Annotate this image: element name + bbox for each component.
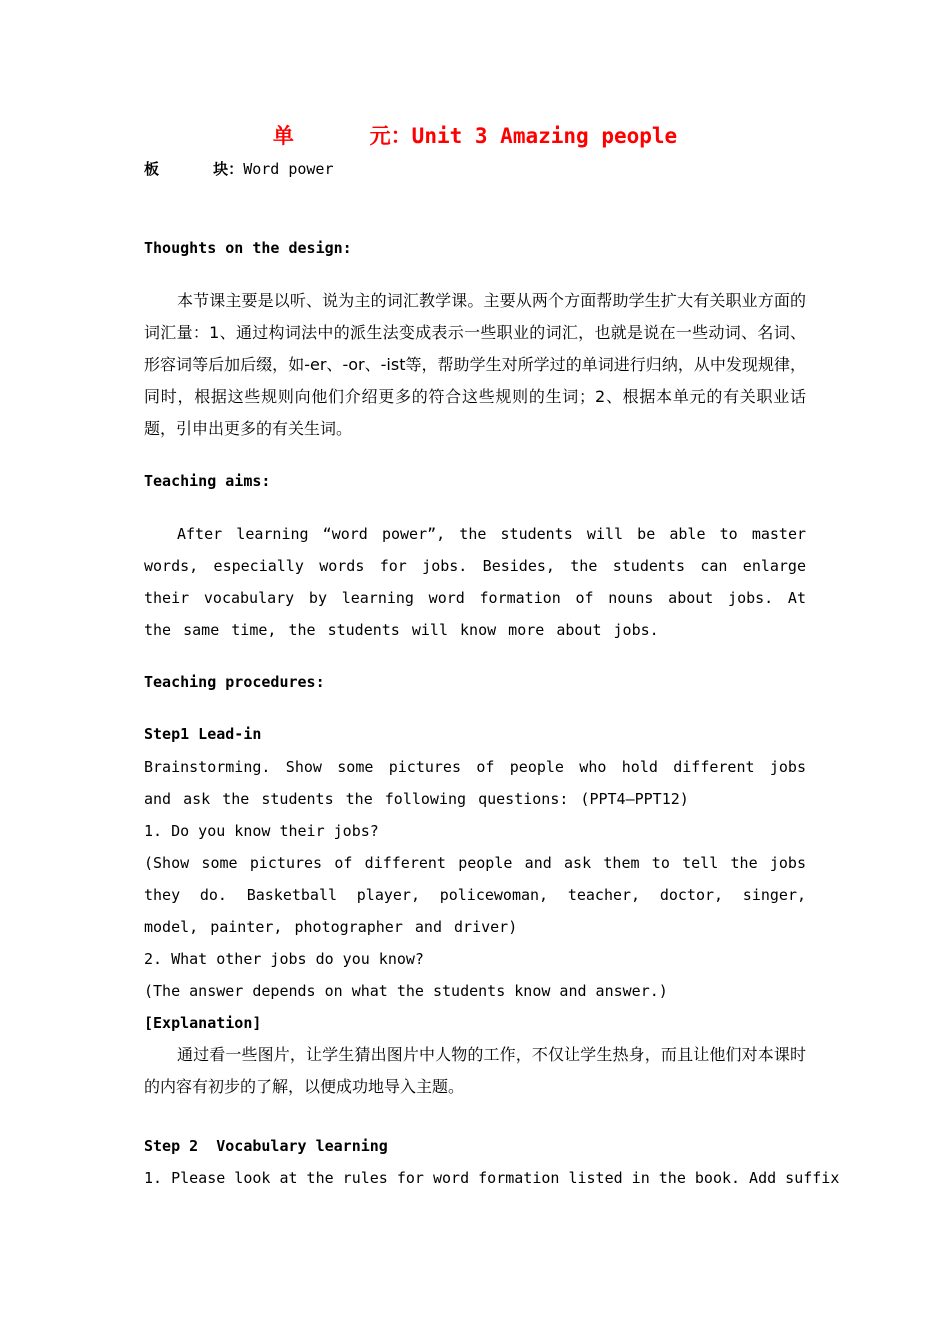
thoughts-body: 本节课主要是以听、说为主的词汇教学课。主要从两个方面帮助学生扩大有关职业方面的词汇量：1、通过构词法中的派生法变成表示一些职业的词汇，也就是说在一些动词、名词、形容词等后加后缀，如-er、-or、-ist等，帮助学生对所学过的单词进行归纳，从中发现规律，同时，根据这些规则向他们介绍更多的符合这些规则的生词；2、根据本单元的有关职业话题，引申出更多的有关生词。	[144, 291, 806, 438]
aims-body: After learning “word power”, the students will be able to master words, especially words for jobs. Besides, the students can enlarge their vocabulary by learning word formation of nouns about jobs. At the same time, the students will know more about jobs.	[144, 525, 806, 639]
block-line	[144, 158, 334, 179]
step1-intro: Brainstorming. Show some pictures of people who hold different jobs and ask the students the following questions: (PPT4—PPT12)	[144, 758, 806, 808]
step2-heading: Step 2 Vocabulary learning	[144, 1137, 388, 1155]
block-value: Word power	[243, 160, 334, 178]
step2-item-1: 1. Please look at the rules for word formation listed in the book. Add suffix	[144, 1169, 840, 1187]
thoughts-heading: Thoughts on the design:	[144, 239, 352, 257]
unit-label: 单 元：	[272, 124, 412, 148]
step1-question-1: 1. Do you know their jobs?	[144, 822, 379, 840]
unit-title	[144, 120, 806, 150]
explanation-label: [Explanation]	[144, 1014, 262, 1032]
step1-question-1-note: (Show some pictures of different people and ask them to tell the jobs they do. Basketball player, policewoman, teacher, doctor, singer, model, painter, photographer and driver)	[144, 854, 806, 936]
procedures-heading: Teaching procedures:	[144, 673, 325, 691]
step1-heading: Step1 Lead-in	[144, 725, 262, 743]
explanation-body: 通过看一些图片，让学生猜出图片中人物的工作，不仅让学生热身，而且让他们对本课时的内容有初步的了解，以便成功地导入主题。	[144, 1045, 806, 1096]
step1-question-2: 2. What other jobs do you know?	[144, 950, 424, 968]
aims-heading: Teaching aims:	[144, 472, 271, 490]
block-label: 板 块：	[144, 160, 244, 178]
unit-name: Unit 3 Amazing people	[411, 124, 678, 148]
step1-question-2-note: (The answer depends on what the students know and answer.)	[144, 982, 668, 1000]
